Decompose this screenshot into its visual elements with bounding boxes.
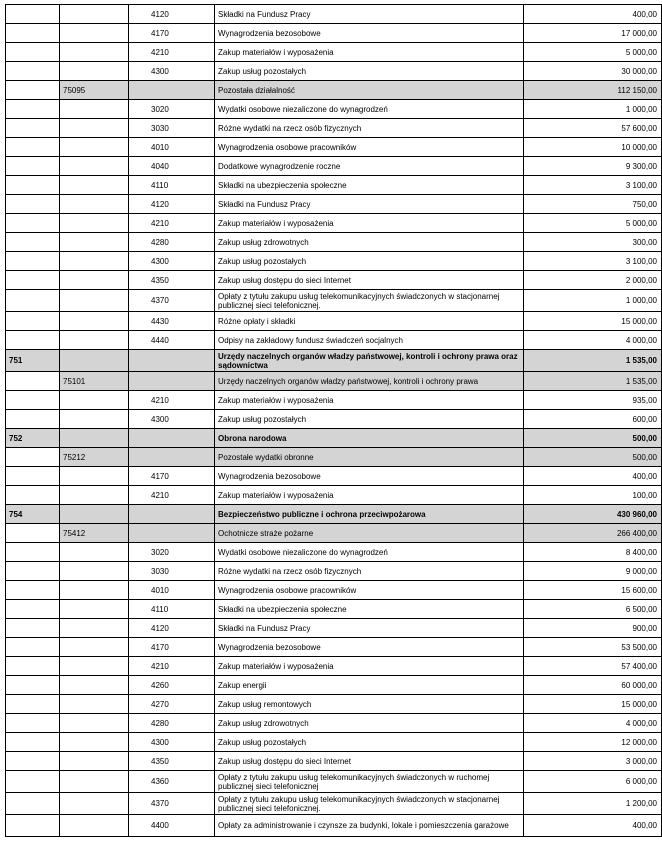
table-row <box>6 214 662 233</box>
description-cell: Odpisy na zakładowy fundusz świadczeń socjalnych <box>215 331 524 350</box>
amount-cell: 100,00 <box>524 486 662 505</box>
amount-cell: 300,00 <box>524 233 662 252</box>
paragraph-code-cell: 4300 <box>129 733 215 752</box>
subsection-code-cell: 75212 <box>60 448 129 467</box>
paragraph-code-cell: 4170 <box>129 24 215 43</box>
subsection-code-cell <box>60 752 129 771</box>
paragraph-code-cell <box>129 350 215 372</box>
paragraph-code-cell <box>129 429 215 448</box>
amount-cell: 5 000,00 <box>524 214 662 233</box>
paragraph-code-cell: 3020 <box>129 100 215 119</box>
section-code-cell: 754 <box>6 505 60 524</box>
paragraph-code-cell: 4120 <box>129 5 215 24</box>
description-cell: Zakup usług pozostałych <box>215 252 524 271</box>
description-cell: Różne wydatki na rzecz osób fizycznych <box>215 119 524 138</box>
description-cell: Opłaty z tytułu zakupu usług telekomunikacyjnych świadczonych w ruchomej publicznej sieci telefonicznej <box>215 771 524 793</box>
section-code-cell <box>6 600 60 619</box>
section-code-cell <box>6 176 60 195</box>
table-row <box>6 657 662 676</box>
paragraph-code-cell: 4170 <box>129 638 215 657</box>
description-cell: Zakup usług zdrowotnych <box>215 233 524 252</box>
section-code-cell <box>6 157 60 176</box>
table-row <box>6 195 662 214</box>
table-row <box>6 600 662 619</box>
description-cell: Zakup usług pozostałych <box>215 733 524 752</box>
section-code-cell <box>6 793 60 815</box>
subsection-code-cell <box>60 581 129 600</box>
paragraph-code-cell: 4260 <box>129 676 215 695</box>
paragraph-code-cell: 4370 <box>129 793 215 815</box>
section-code-cell <box>6 81 60 100</box>
subsection-code-cell <box>60 290 129 312</box>
paragraph-code-cell: 4270 <box>129 695 215 714</box>
table-row <box>6 157 662 176</box>
section-code-cell <box>6 714 60 733</box>
amount-cell: 4 000,00 <box>524 714 662 733</box>
subsection-code-cell <box>60 312 129 331</box>
description-cell: Wynagrodzenia bezosobowe <box>215 638 524 657</box>
paragraph-code-cell: 3030 <box>129 562 215 581</box>
amount-cell: 17 000,00 <box>524 24 662 43</box>
table-row <box>6 638 662 657</box>
budget-expenditure-table <box>5 4 662 837</box>
paragraph-code-cell: 4170 <box>129 467 215 486</box>
paragraph-code-cell: 4210 <box>129 657 215 676</box>
section-row <box>6 505 662 524</box>
table-row <box>6 815 662 837</box>
amount-cell: 2 000,00 <box>524 271 662 290</box>
subsection-code-cell <box>60 793 129 815</box>
section-code-cell <box>6 43 60 62</box>
paragraph-code-cell: 4120 <box>129 195 215 214</box>
amount-cell: 57 600,00 <box>524 119 662 138</box>
amount-cell: 1 535,00 <box>524 350 662 372</box>
section-code-cell <box>6 24 60 43</box>
paragraph-code-cell: 4280 <box>129 233 215 252</box>
subsection-code-cell <box>60 195 129 214</box>
subsection-code-cell <box>60 331 129 350</box>
amount-cell: 3 000,00 <box>524 752 662 771</box>
table-row <box>6 676 662 695</box>
section-code-cell <box>6 391 60 410</box>
description-cell: Zakup materiałów i wyposażenia <box>215 391 524 410</box>
description-cell: Zakup energii <box>215 676 524 695</box>
paragraph-code-cell: 4010 <box>129 138 215 157</box>
paragraph-code-cell: 4110 <box>129 176 215 195</box>
amount-cell: 1 200,00 <box>524 793 662 815</box>
section-code-cell <box>6 581 60 600</box>
subsection-code-cell <box>60 815 129 837</box>
description-cell: Składki na ubezpieczenia społeczne <box>215 176 524 195</box>
table-row <box>6 100 662 119</box>
paragraph-code-cell: 4430 <box>129 312 215 331</box>
paragraph-code-cell: 4210 <box>129 214 215 233</box>
section-code-cell <box>6 676 60 695</box>
section-code-cell <box>6 695 60 714</box>
subsection-code-cell <box>60 62 129 81</box>
description-cell: Zakup materiałów i wyposażenia <box>215 214 524 233</box>
description-cell: Zakup usług remontowych <box>215 695 524 714</box>
section-code-cell: 752 <box>6 429 60 448</box>
section-code-cell <box>6 486 60 505</box>
description-cell: Wynagrodzenia bezosobowe <box>215 467 524 486</box>
paragraph-code-cell: 4300 <box>129 410 215 429</box>
subsection-code-cell <box>60 5 129 24</box>
description-cell: Różne opłaty i składki <box>215 312 524 331</box>
subsection-code-cell: 75412 <box>60 524 129 543</box>
amount-cell: 15 600,00 <box>524 581 662 600</box>
amount-cell: 400,00 <box>524 5 662 24</box>
table-row <box>6 733 662 752</box>
description-cell: Pozostała działalność <box>215 81 524 100</box>
amount-cell: 400,00 <box>524 467 662 486</box>
table-row <box>6 562 662 581</box>
description-cell: Zakup usług dostępu do sieci Internet <box>215 271 524 290</box>
table-row <box>6 5 662 24</box>
section-code-cell <box>6 410 60 429</box>
amount-cell: 4 000,00 <box>524 331 662 350</box>
description-cell: Wynagrodzenia bezosobowe <box>215 24 524 43</box>
paragraph-code-cell: 4210 <box>129 486 215 505</box>
section-code-cell <box>6 5 60 24</box>
section-code-cell <box>6 752 60 771</box>
section-code-cell <box>6 119 60 138</box>
section-code-cell <box>6 100 60 119</box>
section-code-cell <box>6 467 60 486</box>
section-code-cell: 751 <box>6 350 60 372</box>
subsection-code-cell <box>60 600 129 619</box>
paragraph-code-cell: 4300 <box>129 62 215 81</box>
subsection-row <box>6 372 662 391</box>
amount-cell: 57 400,00 <box>524 657 662 676</box>
section-code-cell <box>6 252 60 271</box>
subsection-code-cell <box>60 350 129 372</box>
description-cell: Opłaty za administrowanie i czynsze za budynki, lokale i pomieszczenia garażowe <box>215 815 524 837</box>
amount-cell: 1 000,00 <box>524 100 662 119</box>
paragraph-code-cell: 4110 <box>129 600 215 619</box>
section-code-cell <box>6 638 60 657</box>
paragraph-code-cell: 4010 <box>129 581 215 600</box>
subsection-code-cell <box>60 176 129 195</box>
subsection-row <box>6 81 662 100</box>
table-row <box>6 543 662 562</box>
subsection-row <box>6 448 662 467</box>
description-cell: Różne wydatki na rzecz osób fizycznych <box>215 562 524 581</box>
amount-cell: 12 000,00 <box>524 733 662 752</box>
table-row <box>6 793 662 815</box>
subsection-code-cell <box>60 43 129 62</box>
table-row <box>6 62 662 81</box>
table-body <box>6 5 662 837</box>
amount-cell: 9 300,00 <box>524 157 662 176</box>
section-code-cell <box>6 733 60 752</box>
description-cell: Składki na Fundusz Pracy <box>215 5 524 24</box>
description-cell: Wynagrodzenia osobowe pracowników <box>215 581 524 600</box>
amount-cell: 10 000,00 <box>524 138 662 157</box>
description-cell: Obrona narodowa <box>215 429 524 448</box>
section-code-cell <box>6 331 60 350</box>
table-row <box>6 290 662 312</box>
paragraph-code-cell: 4350 <box>129 271 215 290</box>
description-cell: Bezpieczeństwo publiczne i ochrona przeciwpożarowa <box>215 505 524 524</box>
paragraph-code-cell <box>129 81 215 100</box>
table-row <box>6 714 662 733</box>
paragraph-code-cell: 4120 <box>129 619 215 638</box>
subsection-code-cell <box>60 562 129 581</box>
section-code-cell <box>6 524 60 543</box>
amount-cell: 400,00 <box>524 815 662 837</box>
table-row <box>6 176 662 195</box>
paragraph-code-cell: 4040 <box>129 157 215 176</box>
description-cell: Zakup usług pozostałych <box>215 410 524 429</box>
amount-cell: 430 960,00 <box>524 505 662 524</box>
table-row <box>6 312 662 331</box>
description-cell: Zakup materiałów i wyposażenia <box>215 657 524 676</box>
subsection-row <box>6 524 662 543</box>
amount-cell: 15 000,00 <box>524 312 662 331</box>
description-cell: Wydatki osobowe niezaliczone do wynagrodzeń <box>215 543 524 562</box>
paragraph-code-cell: 4350 <box>129 752 215 771</box>
subsection-code-cell <box>60 714 129 733</box>
description-cell: Składki na Fundusz Pracy <box>215 195 524 214</box>
table-row <box>6 486 662 505</box>
subsection-code-cell <box>60 252 129 271</box>
description-cell: Składki na Fundusz Pracy <box>215 619 524 638</box>
paragraph-code-cell: 4440 <box>129 331 215 350</box>
subsection-code-cell <box>60 733 129 752</box>
amount-cell: 60 000,00 <box>524 676 662 695</box>
section-code-cell <box>6 214 60 233</box>
amount-cell: 3 100,00 <box>524 252 662 271</box>
subsection-code-cell <box>60 676 129 695</box>
table-row <box>6 233 662 252</box>
section-code-cell <box>6 62 60 81</box>
table-row <box>6 695 662 714</box>
section-code-cell <box>6 771 60 793</box>
section-row <box>6 429 662 448</box>
paragraph-code-cell: 4210 <box>129 43 215 62</box>
amount-cell: 53 500,00 <box>524 638 662 657</box>
table-row <box>6 138 662 157</box>
paragraph-code-cell: 4370 <box>129 290 215 312</box>
paragraph-code-cell <box>129 372 215 391</box>
paragraph-code-cell <box>129 524 215 543</box>
subsection-code-cell <box>60 467 129 486</box>
amount-cell: 9 000,00 <box>524 562 662 581</box>
table-row <box>6 410 662 429</box>
amount-cell: 935,00 <box>524 391 662 410</box>
subsection-code-cell <box>60 619 129 638</box>
description-cell: Wynagrodzenia osobowe pracowników <box>215 138 524 157</box>
section-code-cell <box>6 138 60 157</box>
section-row <box>6 350 662 372</box>
paragraph-code-cell: 4210 <box>129 391 215 410</box>
table-row <box>6 619 662 638</box>
table-row <box>6 581 662 600</box>
amount-cell: 266 400,00 <box>524 524 662 543</box>
subsection-code-cell <box>60 771 129 793</box>
description-cell: Dodatkowe wynagrodzenie roczne <box>215 157 524 176</box>
table-row <box>6 771 662 793</box>
paragraph-code-cell <box>129 505 215 524</box>
subsection-code-cell <box>60 429 129 448</box>
description-cell: Opłaty z tytułu zakupu usług telekomunikacyjnych świadczonych w stacjonarnej publicznej sieci telefonicznej. <box>215 793 524 815</box>
description-cell: Opłaty z tytułu zakupu usług telekomunikacyjnych świadczonych w stacjonarnej publicznej sieci telefonicznej. <box>215 290 524 312</box>
table-row <box>6 331 662 350</box>
subsection-code-cell <box>60 543 129 562</box>
section-code-cell <box>6 271 60 290</box>
amount-cell: 1 535,00 <box>524 372 662 391</box>
subsection-code-cell <box>60 24 129 43</box>
section-code-cell <box>6 619 60 638</box>
section-code-cell <box>6 233 60 252</box>
subsection-code-cell <box>60 657 129 676</box>
description-cell: Zakup usług dostępu do sieci Internet <box>215 752 524 771</box>
paragraph-code-cell: 3030 <box>129 119 215 138</box>
table-row <box>6 752 662 771</box>
section-code-cell <box>6 312 60 331</box>
amount-cell: 5 000,00 <box>524 43 662 62</box>
section-code-cell <box>6 372 60 391</box>
paragraph-code-cell: 4280 <box>129 714 215 733</box>
amount-cell: 500,00 <box>524 448 662 467</box>
amount-cell: 900,00 <box>524 619 662 638</box>
subsection-code-cell <box>60 233 129 252</box>
table-row <box>6 24 662 43</box>
section-code-cell <box>6 657 60 676</box>
amount-cell: 112 150,00 <box>524 81 662 100</box>
table-row <box>6 467 662 486</box>
subsection-code-cell <box>60 486 129 505</box>
subsection-code-cell <box>60 157 129 176</box>
amount-cell: 750,00 <box>524 195 662 214</box>
subsection-code-cell <box>60 410 129 429</box>
amount-cell: 1 000,00 <box>524 290 662 312</box>
paragraph-code-cell: 4300 <box>129 252 215 271</box>
table-row <box>6 391 662 410</box>
subsection-code-cell <box>60 271 129 290</box>
amount-cell: 6 000,00 <box>524 771 662 793</box>
description-cell: Wydatki osobowe niezaliczone do wynagrodzeń <box>215 100 524 119</box>
description-cell: Zakup materiałów i wyposażenia <box>215 43 524 62</box>
description-cell: Urzędy naczelnych organów władzy państwowej, kontroli i ochrony prawa oraz sądownictwa <box>215 350 524 372</box>
section-code-cell <box>6 195 60 214</box>
subsection-code-cell <box>60 505 129 524</box>
section-code-cell <box>6 815 60 837</box>
subsection-code-cell <box>60 119 129 138</box>
amount-cell: 600,00 <box>524 410 662 429</box>
amount-cell: 15 000,00 <box>524 695 662 714</box>
paragraph-code-cell: 4400 <box>129 815 215 837</box>
description-cell: Pozostałe wydatki obronne <box>215 448 524 467</box>
amount-cell: 500,00 <box>524 429 662 448</box>
description-cell: Urzędy naczelnych organów władzy państwowej, kontroli i ochrony prawa <box>215 372 524 391</box>
table-row <box>6 271 662 290</box>
section-code-cell <box>6 448 60 467</box>
subsection-code-cell <box>60 214 129 233</box>
subsection-code-cell <box>60 695 129 714</box>
paragraph-code-cell: 3020 <box>129 543 215 562</box>
paragraph-code-cell <box>129 448 215 467</box>
section-code-cell <box>6 543 60 562</box>
amount-cell: 6 500,00 <box>524 600 662 619</box>
table-row <box>6 119 662 138</box>
amount-cell: 30 000,00 <box>524 62 662 81</box>
description-cell: Zakup usług zdrowotnych <box>215 714 524 733</box>
section-code-cell <box>6 562 60 581</box>
description-cell: Zakup usług pozostałych <box>215 62 524 81</box>
subsection-code-cell: 75095 <box>60 81 129 100</box>
subsection-code-cell: 75101 <box>60 372 129 391</box>
description-cell: Ochotnicze straże pożarne <box>215 524 524 543</box>
table-row <box>6 43 662 62</box>
subsection-code-cell <box>60 100 129 119</box>
description-cell: Składki na ubezpieczenia społeczne <box>215 600 524 619</box>
description-cell: Zakup materiałów i wyposażenia <box>215 486 524 505</box>
amount-cell: 8 400,00 <box>524 543 662 562</box>
table-row <box>6 252 662 271</box>
subsection-code-cell <box>60 138 129 157</box>
paragraph-code-cell: 4360 <box>129 771 215 793</box>
amount-cell: 3 100,00 <box>524 176 662 195</box>
subsection-code-cell <box>60 391 129 410</box>
subsection-code-cell <box>60 638 129 657</box>
section-code-cell <box>6 290 60 312</box>
